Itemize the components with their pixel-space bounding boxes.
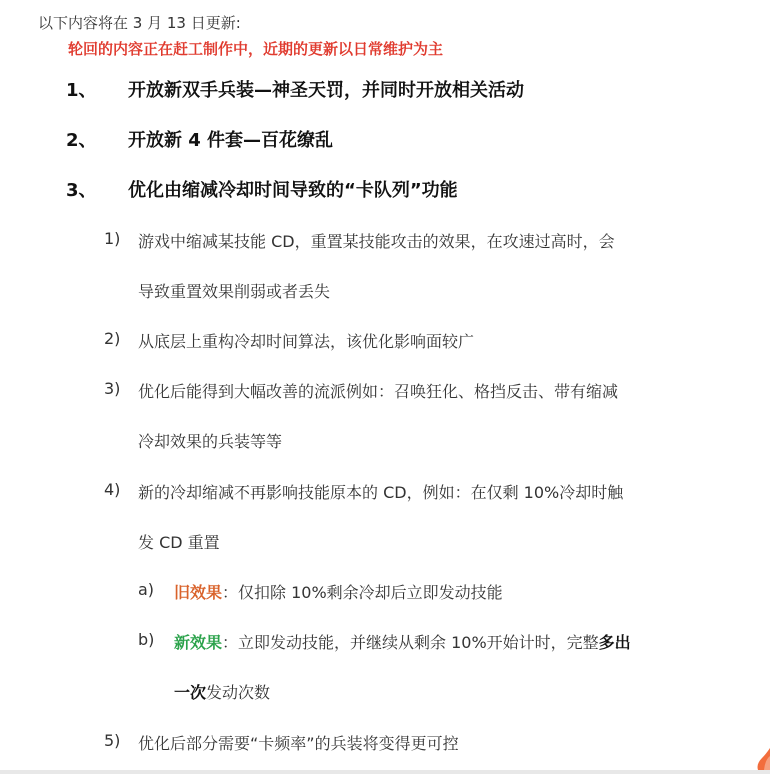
- new-effect-label: 新效果: [174, 633, 223, 652]
- item-5-line-1: 优化后部分需要“卡频率”的兵装将变得更可控: [138, 734, 459, 753]
- watermark-icon: [756, 748, 770, 770]
- item-3-line-2: 冷却效果的兵装等等: [138, 432, 283, 451]
- item-1-line-2: 导致重置效果削弱或者丢失: [138, 282, 331, 301]
- item-4-line-2: 发 CD 重置: [138, 533, 220, 552]
- heading-2-number: 2、: [66, 130, 97, 151]
- new-effect-tail: 发动次数: [206, 683, 271, 702]
- notice-line: 轮回的内容正在赶工制作中，近期的更新以日常维护为主: [68, 40, 444, 58]
- old-effect-label: 旧效果: [174, 583, 223, 602]
- heading-2-text: 开放新 4 件套—百花缭乱: [128, 130, 334, 151]
- item-1-number: 1): [104, 229, 121, 248]
- item-4-number: 4): [104, 480, 121, 499]
- old-effect-description: ：仅扣除 10%剩余冷却后立即发动技能: [222, 583, 503, 602]
- item-4-line-1: 新的冷却缩减不再影响技能原本的 CD，例如：在仅剩 10%冷却时触: [138, 483, 624, 502]
- item-1-line-1: 游戏中缩减某技能 CD，重置某技能攻击的效果，在攻速过高时，会: [138, 232, 615, 251]
- item-2-line-1: 从底层上重构冷却时间算法，该优化影响面较广: [138, 332, 475, 351]
- item-3-line-1: 优化后能得到大幅改善的流派例如：召唤狂化、格挡反击、带有缩减: [138, 382, 619, 401]
- item-2-number: 2): [104, 329, 121, 348]
- intro-line: 以下内容将在 3 月 13 日更新:: [38, 14, 241, 32]
- subitem-b-line-1: [174, 630, 631, 653]
- subitem-a-text: [174, 580, 503, 603]
- heading-1-text: 开放新双手兵装—神圣天罚，并同时开放相关活动: [128, 80, 524, 101]
- heading-1-number: 1、: [66, 80, 97, 101]
- item-5-number: 5): [104, 731, 121, 750]
- new-effect-bold-1: 多出: [598, 633, 631, 652]
- subitem-b-number: b): [138, 630, 155, 649]
- subitem-a-number: a): [138, 580, 155, 599]
- new-effect-bold-2: 一次: [174, 683, 207, 702]
- heading-3-text: 优化由缩减冷却时间导致的“卡队列”功能: [128, 180, 458, 201]
- bottom-divider: [0, 770, 770, 774]
- subitem-b-line-2: [174, 680, 270, 703]
- heading-3-number: 3、: [66, 180, 97, 201]
- item-3-number: 3): [104, 379, 121, 398]
- new-effect-description: ：立即发动技能，并继续从剩余 10%开始计时，完整: [222, 633, 599, 652]
